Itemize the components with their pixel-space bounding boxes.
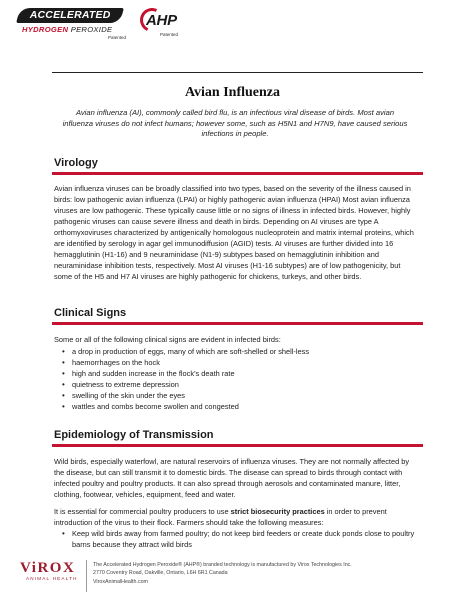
section-heading-virology: Virology xyxy=(54,157,98,169)
clinical-signs-lead: Some or all of the following clinical signs are evident in infected birds: xyxy=(54,335,281,344)
virox-logo xyxy=(20,560,80,581)
biosecurity-text-after: in order to prevent introduction of the virus to their flock. Farmers should take the following measures: xyxy=(54,507,387,527)
section-rule-clinical-signs xyxy=(52,322,423,325)
list-item: • a drop in production of eggs, many of which are soft-shelled or shell-less xyxy=(54,346,420,357)
logo-subtitle xyxy=(22,25,112,34)
list-item: • wattles and combs become swollen and congested xyxy=(54,401,420,412)
virox-brand-subtitle: ANIMAL HEALTH xyxy=(26,576,78,581)
logo-badge-text: ACCELERATED xyxy=(29,9,111,21)
document-title: Avian Influenza xyxy=(184,85,281,100)
footer-line-manufacturer: The Accelerated Hydrogen Peroxide® (AHP®) branded technology is manufactured by Virox Technologies Inc. xyxy=(93,562,352,568)
clinical-signs-list xyxy=(54,346,420,412)
page-header xyxy=(0,0,465,50)
biosecurity-measures-list xyxy=(54,528,420,550)
list-item: • haemorrhages on the hock xyxy=(54,357,420,368)
section-rule-epidemiology xyxy=(52,444,423,447)
section-heading-epidemiology: Epidemiology of Transmission xyxy=(54,429,214,441)
list-item: • Keep wild birds away from farmed poultry; do not keep bird feeders or create duck ponds close to poultry barns because they attract wild birds xyxy=(54,528,420,550)
logo-sub-hydrogen: HYDROGEN xyxy=(22,25,69,34)
list-item: • quietness to extreme depression xyxy=(54,379,420,390)
section-rule-virology xyxy=(52,172,423,175)
footer-note xyxy=(93,561,352,586)
document-intro: Avian influenza (AI), commonly called bird flu, is an infectious viral disease of birds. Most avian influenza viruses do not infect humans; however some, such as H5N1 and H7N9, have caused serious infections in people. xyxy=(62,108,408,138)
ahp-patented: Patented xyxy=(160,32,179,37)
accelerated-hydrogen-peroxide-logo xyxy=(14,8,126,42)
footer-line-address: 2770 Coventry Road, Oakville, Ontario, L6H 6R1 Canada xyxy=(93,570,228,577)
footer-line-website: ViroxAnimalHealth.com xyxy=(93,578,148,585)
virology-body: Avian influenza viruses can be broadly classified into two types, based on the severity of the illness caused in birds: low pathogenic avian influenza (LPAI) or highly pathogenic avian influenza (HPAI) Most avian influenza viruses are low pathogenic. These typically cause little or no signs of illness in infected birds. However, highly pathogenic viruses can cause severe illness and death in birds. Depending on AI viruses are type A orthomyxoviruses characterized by antigenically homologous nucleoprotein and matrix internal proteins, which are identified by serology in agar gel immunodiffusion (AGID) tests. AI viruses are further divided into 16 hemagglutinin (H1-16) and 9 neuraminidase (N1-9) subtypes based on hemagglutinin inhibition and neuraminidase inhibition tests, respectively. Most AI viruses (H1-16 subtypes) are of low pathogenicity, but some of the H5 and H7 AI viruses are highly pathogenic for chickens, turkeys, and other birds. xyxy=(54,184,414,281)
epidemiology-body: Wild birds, especially waterfowl, are natural reservoirs of influenza viruses. They are not normally affected by the disease, but can still transmit it to domestic birds. The disease can spread to birds through contact with infected poultry and poultry products. It can also spread through aerosols and contaminated manure, litter, clothing, footwear, vehicles, equipment, feed and water. xyxy=(54,457,410,499)
footer-divider xyxy=(86,560,87,592)
section-heading-clinical-signs: Clinical Signs xyxy=(54,307,127,319)
ahp-logo xyxy=(140,6,190,44)
list-item: • swelling of the skin under the eyes xyxy=(54,390,420,401)
ahp-logo-text: AHP xyxy=(146,12,177,29)
logo-sub-peroxide: PEROXIDE xyxy=(70,25,113,34)
list-item: • high and sudden increase in the flock’s death rate xyxy=(54,368,420,379)
header-divider xyxy=(52,72,423,73)
logo-badge xyxy=(16,8,124,23)
biosecurity-text-before: It is essential for commercial poultry producers to use xyxy=(54,507,231,516)
logo-patented: Patented xyxy=(107,35,126,40)
biosecurity-emphasis: strict biosecurity practices xyxy=(230,507,325,516)
epidemiology-biosecurity-paragraph xyxy=(54,506,420,528)
page-footer xyxy=(0,554,465,601)
virox-brand-name: ViROX xyxy=(20,560,76,576)
